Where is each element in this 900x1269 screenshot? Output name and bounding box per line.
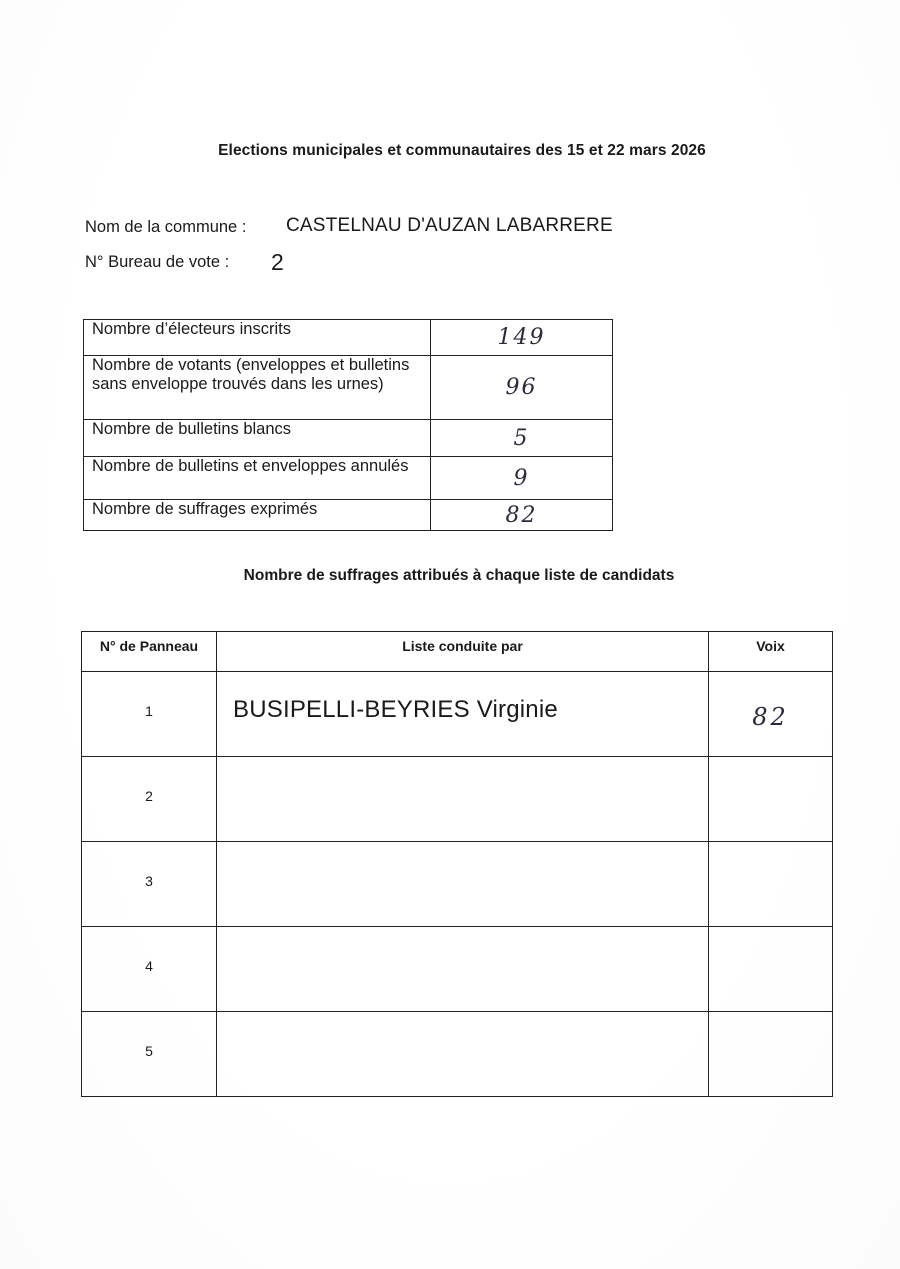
stats-value-handwritten: 9 bbox=[431, 457, 613, 500]
stats-label: Nombre d’électeurs inscrits bbox=[84, 320, 431, 356]
stats-row-annules bbox=[84, 457, 613, 500]
stats-value-handwritten: 82 bbox=[431, 500, 613, 531]
statistics-table bbox=[83, 319, 613, 531]
table-row bbox=[82, 757, 833, 842]
document-title: Elections municipales et communautaires des 15 et 22 mars 2026 bbox=[218, 142, 706, 159]
list-leader-name bbox=[217, 842, 709, 927]
panneau-number: 1 bbox=[82, 672, 217, 757]
table-row bbox=[82, 842, 833, 927]
list-leader-name bbox=[217, 927, 709, 1012]
stats-value-handwritten: 96 bbox=[431, 356, 613, 420]
table-row bbox=[82, 672, 833, 757]
results-table bbox=[81, 631, 833, 1097]
commune-label: Nom de la commune : bbox=[85, 218, 247, 236]
panneau-number: 4 bbox=[82, 927, 217, 1012]
stats-label: Nombre de suffrages exprimés bbox=[84, 500, 431, 531]
votes-handwritten bbox=[709, 1012, 833, 1097]
votes-handwritten bbox=[709, 842, 833, 927]
stats-label: Nombre de bulletins blancs bbox=[84, 420, 431, 457]
panneau-number: 2 bbox=[82, 757, 217, 842]
list-leader-name bbox=[217, 1012, 709, 1097]
panneau-number: 5 bbox=[82, 1012, 217, 1097]
stats-value-handwritten: 5 bbox=[431, 420, 613, 457]
panneau-number: 3 bbox=[82, 842, 217, 927]
results-header-row bbox=[82, 632, 833, 672]
stats-row-votants bbox=[84, 356, 613, 420]
stats-label: Nombre de votants (enveloppes et bulletins sans enveloppe trouvés dans les urnes) bbox=[84, 356, 431, 420]
list-leader-name bbox=[217, 757, 709, 842]
results-subtitle: Nombre de suffrages attribués à chaque liste de candidats bbox=[243, 567, 675, 584]
header-voix: Voix bbox=[709, 632, 833, 672]
stats-row-inscrits bbox=[84, 320, 613, 356]
commune-value: CASTELNAU D'AUZAN LABARRERE bbox=[286, 215, 613, 236]
table-row bbox=[82, 927, 833, 1012]
votes-handwritten: 82 bbox=[709, 672, 833, 757]
bureau-value: 2 bbox=[271, 249, 284, 275]
stats-label: Nombre de bulletins et enveloppes annulés bbox=[84, 457, 431, 500]
votes-handwritten bbox=[709, 927, 833, 1012]
header-panneau: N° de Panneau bbox=[82, 632, 217, 672]
list-leader-name: BUSIPELLI-BEYRIES Virginie bbox=[217, 672, 709, 757]
header-liste: Liste conduite par bbox=[217, 632, 709, 672]
stats-value-handwritten: 149 bbox=[431, 320, 613, 356]
stats-row-blancs bbox=[84, 420, 613, 457]
votes-handwritten bbox=[709, 757, 833, 842]
bureau-label: N° Bureau de vote : bbox=[85, 253, 230, 271]
stats-row-exprimes bbox=[84, 500, 613, 531]
table-row bbox=[82, 1012, 833, 1097]
